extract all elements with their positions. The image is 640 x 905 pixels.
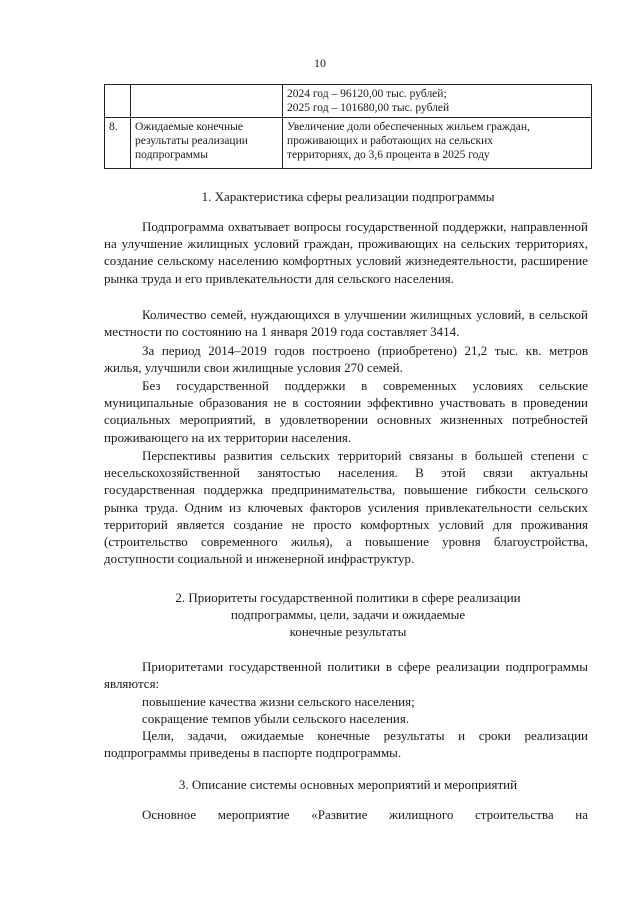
section-1-paragraph: За период 2014–2019 годов построено (приобретено) 21,2 тыс. кв. метров жилья, улучшили свои жилищные условия 270 семей. bbox=[104, 343, 588, 376]
heading-line: конечные результаты bbox=[289, 624, 407, 639]
row-number-cell: 8. bbox=[105, 118, 131, 169]
section-2-closing: Цели, задачи, ожидаемые конечные результаты и сроки реализации подпрограммы приведены в паспорте подпрограммы. bbox=[104, 728, 588, 761]
section-2-intro: Приоритетами государственной политики в сфере реализации подпрограммы являются: bbox=[104, 659, 588, 692]
table-row bbox=[105, 85, 592, 118]
value-line: территориях, до 3,6 процента в 2025 году bbox=[287, 149, 490, 161]
table-row bbox=[105, 118, 592, 169]
row-name-cell bbox=[131, 85, 283, 118]
name-line: Ожидаемые конечные bbox=[135, 121, 243, 133]
row-value-cell bbox=[283, 85, 592, 118]
section-1-paragraph: Подпрограмма охватывает вопросы государственной поддержки, направленной на улучшение жилищных условий граждан, проживающих на сельских территориях, создание сельскому населению комфортных условий жизнедеятельности, расширение рынка труда и его привлекательности для сельского населения. bbox=[104, 219, 588, 286]
section-3-heading: 3. Описание системы основных мероприятий и мероприятий bbox=[178, 777, 518, 792]
page-number: 10 bbox=[314, 56, 326, 70]
heading-line: подпрограммы, цели, задачи и ожидаемые bbox=[230, 607, 466, 622]
section-3-paragraph: Основное мероприятие «Развитие жилищного строительства на bbox=[142, 807, 588, 822]
section-1-paragraph: Количество семей, нуждающихся в улучшении жилищных условий, в сельской местности по состоянию на 1 января 2019 года составляет 3414. bbox=[104, 307, 588, 340]
value-line: Увеличение доли обеспеченных жильем граждан, bbox=[287, 121, 530, 133]
section-1-heading: 1. Характеристика сферы реализации подпрограммы bbox=[201, 189, 495, 204]
heading-line: 2. Приоритеты государственной политики в сфере реализации bbox=[175, 590, 521, 605]
name-line: результаты реализации bbox=[135, 135, 248, 147]
name-line: подпрограммы bbox=[135, 149, 208, 161]
section-2-heading bbox=[104, 589, 592, 640]
row-number-cell bbox=[105, 85, 131, 118]
section-1-paragraph: Перспективы развития сельских территорий связаны в большей степени с несельскохозяйственной занятостью населения. В этой связи актуальны государственная поддержка предпринимательства, повышение гибкости сельского рынка труда. Одним из ключевых факторов усиления привлекательности сельских территорий является создание не просто комфортных условий для проживания (строительство современного жилья), а повышение уровня благоустройства, доступности социальной и инженерной инфраструктур. bbox=[104, 448, 588, 567]
row-value-cell bbox=[283, 118, 592, 169]
value-line: 2024 год – 96120,00 тыс. рублей; bbox=[287, 88, 447, 100]
priority-item: сокращение темпов убыли сельского населения. bbox=[142, 711, 410, 726]
row-name-cell bbox=[131, 118, 283, 169]
priority-item: повышение качества жизни сельского населения; bbox=[142, 694, 415, 709]
section-1-paragraph: Без государственной поддержки в современных условиях сельские муниципальные образования не в состоянии эффективно участвовать в проведении социальных мероприятий, в удовлетворении основных жизненных потребностей проживающего на их территории населения. bbox=[104, 378, 588, 445]
value-line: 2025 год – 101680,00 тыс. рублей bbox=[287, 102, 450, 114]
value-line: проживающих и работающих на сельских bbox=[287, 135, 493, 147]
passport-table bbox=[104, 84, 592, 169]
